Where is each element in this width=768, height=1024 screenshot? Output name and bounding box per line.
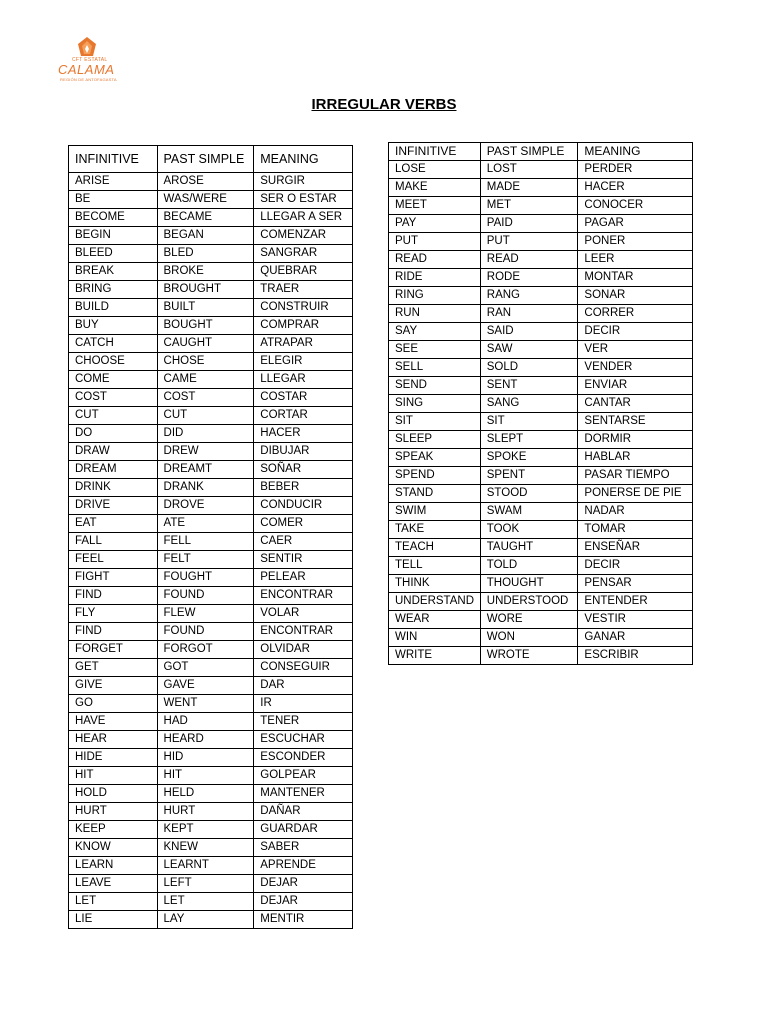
table-row — [389, 467, 693, 485]
cell-past-simple: FOUGHT — [157, 569, 254, 587]
cell-past-simple: KNEW — [157, 839, 254, 857]
cell-meaning: SOÑAR — [254, 461, 353, 479]
table-row — [69, 911, 353, 929]
cell-past-simple: FELT — [157, 551, 254, 569]
table-row — [69, 245, 353, 263]
cell-infinitive: RIDE — [389, 269, 481, 287]
cell-infinitive: FIGHT — [69, 569, 158, 587]
table-row — [389, 179, 693, 197]
cell-meaning: ESCUCHAR — [254, 731, 353, 749]
cell-infinitive: PUT — [389, 233, 481, 251]
cell-meaning: ELEGIR — [254, 353, 353, 371]
cell-past-simple: TOLD — [480, 557, 578, 575]
cell-meaning: APRENDE — [254, 857, 353, 875]
cell-meaning: HACER — [578, 179, 693, 197]
cell-infinitive: CHOOSE — [69, 353, 158, 371]
cell-meaning: TENER — [254, 713, 353, 731]
cell-infinitive: BLEED — [69, 245, 158, 263]
table-row — [69, 641, 353, 659]
cell-meaning: COMER — [254, 515, 353, 533]
cell-past-simple: GOT — [157, 659, 254, 677]
cell-infinitive: HOLD — [69, 785, 158, 803]
cell-past-simple: SANG — [480, 395, 578, 413]
cell-infinitive: TAKE — [389, 521, 481, 539]
cell-infinitive: BE — [69, 191, 158, 209]
table-row — [389, 503, 693, 521]
cell-past-simple: FOUND — [157, 623, 254, 641]
cell-meaning: CONSEGUIR — [254, 659, 353, 677]
cell-past-simple: AROSE — [157, 173, 254, 191]
cell-past-simple: RANG — [480, 287, 578, 305]
cell-meaning: VENDER — [578, 359, 693, 377]
cell-past-simple: CUT — [157, 407, 254, 425]
logo-region: REGIÓN DE ANTOFAGASTA — [60, 77, 117, 82]
table-row — [69, 479, 353, 497]
table-row — [69, 443, 353, 461]
table-row — [69, 893, 353, 911]
table-row — [69, 317, 353, 335]
cell-infinitive: HURT — [69, 803, 158, 821]
table-row — [69, 731, 353, 749]
cell-meaning: LLEGAR A SER — [254, 209, 353, 227]
cell-infinitive: BECOME — [69, 209, 158, 227]
table-row — [389, 197, 693, 215]
cell-infinitive: FIND — [69, 623, 158, 641]
table-row — [69, 497, 353, 515]
cell-past-simple: BECAME — [157, 209, 254, 227]
table-row — [69, 587, 353, 605]
cell-infinitive: DRAW — [69, 443, 158, 461]
cell-meaning: PONERSE DE PIE — [578, 485, 693, 503]
cell-past-simple: HEARD — [157, 731, 254, 749]
cell-past-simple: DREW — [157, 443, 254, 461]
cell-meaning: PASAR TIEMPO — [578, 467, 693, 485]
cell-past-simple: FLEW — [157, 605, 254, 623]
cell-infinitive: FEEL — [69, 551, 158, 569]
cell-past-simple: RODE — [480, 269, 578, 287]
table-row — [69, 191, 353, 209]
cell-meaning: GANAR — [578, 629, 693, 647]
cell-meaning: CAER — [254, 533, 353, 551]
cell-infinitive: LEARN — [69, 857, 158, 875]
table-row — [69, 605, 353, 623]
header-meaning: MEANING — [254, 146, 353, 173]
cell-infinitive: RING — [389, 287, 481, 305]
cell-infinitive: BEGIN — [69, 227, 158, 245]
table-row — [69, 335, 353, 353]
cell-infinitive: BUY — [69, 317, 158, 335]
cell-past-simple: DRANK — [157, 479, 254, 497]
table-row — [389, 305, 693, 323]
cell-meaning: CORRER — [578, 305, 693, 323]
cell-past-simple: RAN — [480, 305, 578, 323]
cell-past-simple: MADE — [480, 179, 578, 197]
table-row — [69, 209, 353, 227]
cell-past-simple: HURT — [157, 803, 254, 821]
cell-infinitive: SEND — [389, 377, 481, 395]
cell-meaning: COMPRAR — [254, 317, 353, 335]
table-row — [69, 353, 353, 371]
cell-infinitive: LIE — [69, 911, 158, 929]
cell-meaning: MONTAR — [578, 269, 693, 287]
verbs-table-right — [388, 142, 693, 665]
cell-past-simple: CAME — [157, 371, 254, 389]
cell-infinitive: MEET — [389, 197, 481, 215]
table-row — [69, 371, 353, 389]
cell-past-simple: READ — [480, 251, 578, 269]
cell-meaning: PAGAR — [578, 215, 693, 233]
cell-meaning: VESTIR — [578, 611, 693, 629]
cell-past-simple: HIT — [157, 767, 254, 785]
cell-past-simple: STOOD — [480, 485, 578, 503]
cell-meaning: SABER — [254, 839, 353, 857]
cell-past-simple: BROKE — [157, 263, 254, 281]
cell-meaning: HABLAR — [578, 449, 693, 467]
cell-infinitive: FORGET — [69, 641, 158, 659]
verbs-table-left — [68, 145, 353, 929]
cell-infinitive: SPEAK — [389, 449, 481, 467]
cell-meaning: ESCONDER — [254, 749, 353, 767]
cell-past-simple: SOLD — [480, 359, 578, 377]
cell-meaning: GOLPEAR — [254, 767, 353, 785]
cell-past-simple: LET — [157, 893, 254, 911]
cell-meaning: MANTENER — [254, 785, 353, 803]
cell-infinitive: SWIM — [389, 503, 481, 521]
table-row — [69, 461, 353, 479]
table-row — [69, 425, 353, 443]
cell-meaning: DAÑAR — [254, 803, 353, 821]
cell-meaning: LLEGAR — [254, 371, 353, 389]
cell-meaning: HACER — [254, 425, 353, 443]
cell-past-simple: DID — [157, 425, 254, 443]
cell-infinitive: WIN — [389, 629, 481, 647]
cell-infinitive: KNOW — [69, 839, 158, 857]
cell-past-simple: SLEPT — [480, 431, 578, 449]
cell-meaning: PONER — [578, 233, 693, 251]
cell-meaning: TRAER — [254, 281, 353, 299]
cell-infinitive: THINK — [389, 575, 481, 593]
cell-infinitive: LEAVE — [69, 875, 158, 893]
cell-meaning: ENVIAR — [578, 377, 693, 395]
table-header-row — [69, 146, 353, 173]
cell-meaning: IR — [254, 695, 353, 713]
cell-meaning: ATRAPAR — [254, 335, 353, 353]
cell-infinitive: UNDERSTAND — [389, 593, 481, 611]
table-row — [389, 233, 693, 251]
table-row — [389, 485, 693, 503]
cell-past-simple: KEPT — [157, 821, 254, 839]
cell-infinitive: GIVE — [69, 677, 158, 695]
cell-meaning: MENTIR — [254, 911, 353, 929]
cell-past-simple: COST — [157, 389, 254, 407]
cell-infinitive: WEAR — [389, 611, 481, 629]
cell-meaning: ESCRIBIR — [578, 647, 693, 665]
cell-past-simple: HELD — [157, 785, 254, 803]
table-row — [69, 677, 353, 695]
cell-meaning: CORTAR — [254, 407, 353, 425]
table-row — [389, 341, 693, 359]
table-row — [69, 659, 353, 677]
header-past-simple: PAST SIMPLE — [157, 146, 254, 173]
table-row — [389, 629, 693, 647]
cell-past-simple: SENT — [480, 377, 578, 395]
table-row — [389, 647, 693, 665]
logo-name: CALAMA — [58, 62, 115, 77]
cell-meaning: PENSAR — [578, 575, 693, 593]
table-row — [69, 173, 353, 191]
cell-meaning: SENTARSE — [578, 413, 693, 431]
cell-past-simple: CAUGHT — [157, 335, 254, 353]
cell-past-simple: GAVE — [157, 677, 254, 695]
cell-meaning: COSTAR — [254, 389, 353, 407]
table-row — [389, 521, 693, 539]
cell-past-simple: HAD — [157, 713, 254, 731]
table-row — [389, 287, 693, 305]
cell-meaning: DEJAR — [254, 893, 353, 911]
cell-past-simple: FORGOT — [157, 641, 254, 659]
cell-meaning: CONDUCIR — [254, 497, 353, 515]
cell-infinitive: PAY — [389, 215, 481, 233]
cell-infinitive: DRINK — [69, 479, 158, 497]
cell-infinitive: LOSE — [389, 161, 481, 179]
table-row — [69, 551, 353, 569]
table-row — [389, 377, 693, 395]
cell-infinitive: STAND — [389, 485, 481, 503]
cell-meaning: ENTENDER — [578, 593, 693, 611]
cell-infinitive: LET — [69, 893, 158, 911]
cell-past-simple: PUT — [480, 233, 578, 251]
cell-meaning: ENSEÑAR — [578, 539, 693, 557]
cell-past-simple: BOUGHT — [157, 317, 254, 335]
cell-past-simple: UNDERSTOOD — [480, 593, 578, 611]
cell-infinitive: GO — [69, 695, 158, 713]
table-row — [389, 593, 693, 611]
table-row — [69, 407, 353, 425]
table-row — [389, 269, 693, 287]
cell-infinitive: HIT — [69, 767, 158, 785]
cell-meaning: DORMIR — [578, 431, 693, 449]
cell-past-simple: FELL — [157, 533, 254, 551]
table-row — [69, 227, 353, 245]
cell-infinitive: GET — [69, 659, 158, 677]
cell-past-simple: BEGAN — [157, 227, 254, 245]
cell-infinitive: DO — [69, 425, 158, 443]
cell-past-simple: WORE — [480, 611, 578, 629]
cell-past-simple: LEARNT — [157, 857, 254, 875]
cell-past-simple: TOOK — [480, 521, 578, 539]
table-row — [389, 161, 693, 179]
cell-meaning: OLVIDAR — [254, 641, 353, 659]
cell-infinitive: COST — [69, 389, 158, 407]
cell-infinitive: SLEEP — [389, 431, 481, 449]
cell-past-simple: BROUGHT — [157, 281, 254, 299]
cell-meaning: SANGRAR — [254, 245, 353, 263]
table-row — [389, 323, 693, 341]
cell-infinitive: SIT — [389, 413, 481, 431]
table-row — [389, 611, 693, 629]
cell-meaning: SER O ESTAR — [254, 191, 353, 209]
table-row — [69, 875, 353, 893]
cell-infinitive: FLY — [69, 605, 158, 623]
cell-past-simple: PAID — [480, 215, 578, 233]
logo-line1: CFT ESTATAL — [72, 57, 108, 63]
cell-meaning: VER — [578, 341, 693, 359]
cell-meaning: CONSTRUIR — [254, 299, 353, 317]
table-row — [69, 803, 353, 821]
table-row — [389, 539, 693, 557]
cell-past-simple: SPOKE — [480, 449, 578, 467]
cell-infinitive: MAKE — [389, 179, 481, 197]
header-infinitive: INFINITIVE — [69, 146, 158, 173]
cell-past-simple: SAID — [480, 323, 578, 341]
table-row — [69, 767, 353, 785]
cell-infinitive: TELL — [389, 557, 481, 575]
cell-past-simple: LEFT — [157, 875, 254, 893]
header-past-simple: PAST SIMPLE — [480, 143, 578, 161]
table-row — [389, 575, 693, 593]
cell-meaning: DECIR — [578, 323, 693, 341]
cell-infinitive: CUT — [69, 407, 158, 425]
cell-meaning: ENCONTRAR — [254, 587, 353, 605]
table-row — [389, 413, 693, 431]
cell-infinitive: KEEP — [69, 821, 158, 839]
table-row — [69, 263, 353, 281]
cell-past-simple: SWAM — [480, 503, 578, 521]
cell-past-simple: THOUGHT — [480, 575, 578, 593]
cell-past-simple: DREAMT — [157, 461, 254, 479]
table-row — [69, 299, 353, 317]
cell-past-simple: BLED — [157, 245, 254, 263]
cell-past-simple: SPENT — [480, 467, 578, 485]
cell-meaning: TOMAR — [578, 521, 693, 539]
cell-infinitive: WRITE — [389, 647, 481, 665]
flame-icon — [74, 36, 100, 58]
cell-infinitive: ARISE — [69, 173, 158, 191]
cell-past-simple: SIT — [480, 413, 578, 431]
cell-past-simple: SAW — [480, 341, 578, 359]
table-row — [69, 839, 353, 857]
cell-infinitive: SAY — [389, 323, 481, 341]
cell-meaning: DIBUJAR — [254, 443, 353, 461]
header-infinitive: INFINITIVE — [389, 143, 481, 161]
cell-infinitive: EAT — [69, 515, 158, 533]
cell-infinitive: SEE — [389, 341, 481, 359]
cell-meaning: NADAR — [578, 503, 693, 521]
table-row — [69, 785, 353, 803]
cell-meaning: CONOCER — [578, 197, 693, 215]
cell-meaning: GUARDAR — [254, 821, 353, 839]
cell-meaning: DAR — [254, 677, 353, 695]
cell-meaning: QUEBRAR — [254, 263, 353, 281]
cell-past-simple: CHOSE — [157, 353, 254, 371]
table-row — [389, 395, 693, 413]
table-row — [389, 251, 693, 269]
cell-meaning: DECIR — [578, 557, 693, 575]
cell-infinitive: BREAK — [69, 263, 158, 281]
cell-infinitive: DRIVE — [69, 497, 158, 515]
cell-past-simple: BUILT — [157, 299, 254, 317]
table-row — [389, 215, 693, 233]
table-row — [69, 533, 353, 551]
cell-meaning: COMENZAR — [254, 227, 353, 245]
cell-past-simple: WON — [480, 629, 578, 647]
cell-infinitive: HIDE — [69, 749, 158, 767]
table-row — [69, 515, 353, 533]
cell-infinitive: TEACH — [389, 539, 481, 557]
cell-past-simple: WAS/WERE — [157, 191, 254, 209]
cell-past-simple: DROVE — [157, 497, 254, 515]
table-row — [69, 857, 353, 875]
cell-meaning: DEJAR — [254, 875, 353, 893]
cell-meaning: SONAR — [578, 287, 693, 305]
cell-past-simple: FOUND — [157, 587, 254, 605]
cell-infinitive: BUILD — [69, 299, 158, 317]
table-row — [389, 449, 693, 467]
cell-past-simple: WROTE — [480, 647, 578, 665]
cell-infinitive: DREAM — [69, 461, 158, 479]
table-header-row — [389, 143, 693, 161]
cell-past-simple: TAUGHT — [480, 539, 578, 557]
table-row — [69, 281, 353, 299]
cell-infinitive: FIND — [69, 587, 158, 605]
table-row — [69, 821, 353, 839]
cell-past-simple: LOST — [480, 161, 578, 179]
cell-infinitive: SPEND — [389, 467, 481, 485]
table-row — [69, 749, 353, 767]
cell-infinitive: COME — [69, 371, 158, 389]
table-row — [69, 389, 353, 407]
cell-meaning: BEBER — [254, 479, 353, 497]
cell-infinitive: SELL — [389, 359, 481, 377]
cell-infinitive: FALL — [69, 533, 158, 551]
cell-infinitive: CATCH — [69, 335, 158, 353]
page-title: IRREGULAR VERBS — [311, 96, 457, 113]
cell-meaning: LEER — [578, 251, 693, 269]
cell-past-simple: LAY — [157, 911, 254, 929]
table-row — [389, 359, 693, 377]
cell-infinitive: HEAR — [69, 731, 158, 749]
header-meaning: MEANING — [578, 143, 693, 161]
cell-meaning: SENTIR — [254, 551, 353, 569]
cell-meaning: ENCONTRAR — [254, 623, 353, 641]
cell-infinitive: HAVE — [69, 713, 158, 731]
table-row — [69, 623, 353, 641]
cell-past-simple: WENT — [157, 695, 254, 713]
cell-meaning: PERDER — [578, 161, 693, 179]
table-row — [69, 713, 353, 731]
cell-infinitive: RUN — [389, 305, 481, 323]
cell-infinitive: BRING — [69, 281, 158, 299]
logo — [56, 36, 120, 86]
table-row — [69, 569, 353, 587]
cell-infinitive: SING — [389, 395, 481, 413]
cell-infinitive: READ — [389, 251, 481, 269]
cell-past-simple: MET — [480, 197, 578, 215]
table-row — [389, 431, 693, 449]
cell-meaning: CANTAR — [578, 395, 693, 413]
cell-meaning: PELEAR — [254, 569, 353, 587]
table-row — [69, 695, 353, 713]
cell-past-simple: HID — [157, 749, 254, 767]
cell-meaning: SURGIR — [254, 173, 353, 191]
table-row — [389, 557, 693, 575]
cell-meaning: VOLAR — [254, 605, 353, 623]
cell-past-simple: ATE — [157, 515, 254, 533]
